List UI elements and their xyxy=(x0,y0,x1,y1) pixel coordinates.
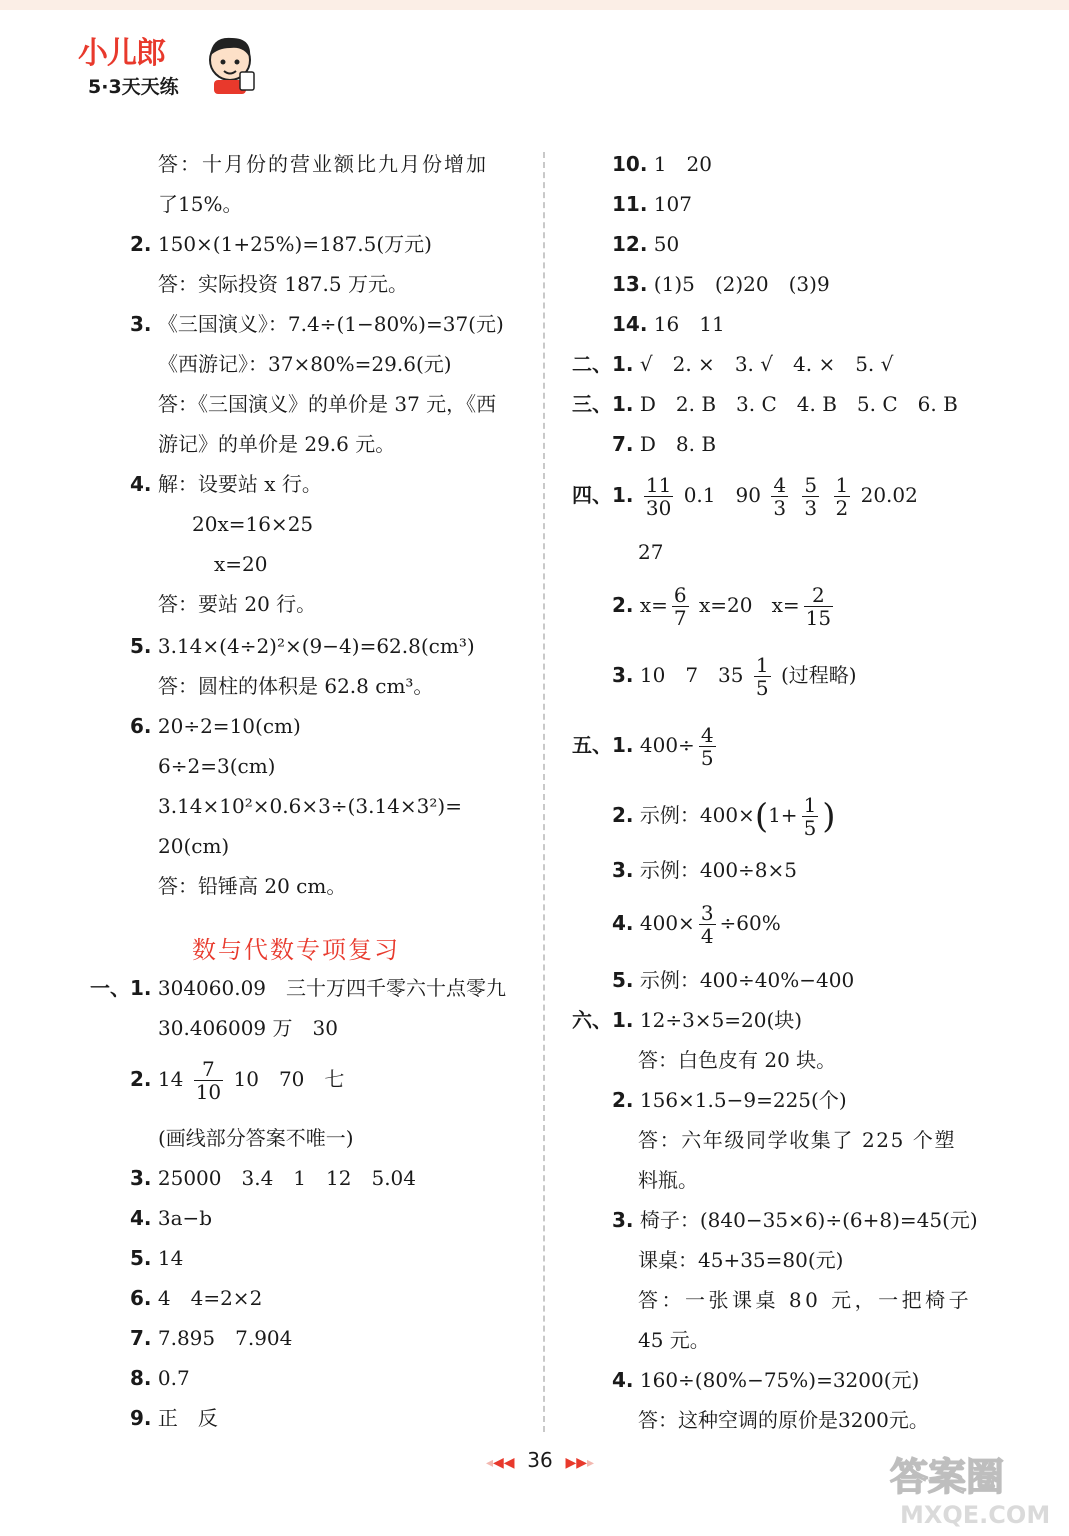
item-text: 《三国演义》：7.4÷(1−80%)=37(元) xyxy=(157,312,504,336)
brand-subtitle: 5·3天天练 xyxy=(88,76,179,98)
fraction: $\frac{7}{10}$ xyxy=(195,1057,222,1104)
item-text: 25000 3.4 1 12 5.04 xyxy=(157,1166,417,1190)
answer-line: 答：实际投资 187.5 万元。 xyxy=(158,272,408,296)
answer-line: 6÷2=3(cm) xyxy=(158,754,276,778)
answer-item xyxy=(130,1364,190,1392)
page-number: 36 xyxy=(527,1448,553,1472)
answer-item xyxy=(130,1164,416,1192)
answer-item xyxy=(572,724,720,769)
answer-item xyxy=(612,584,837,629)
item-text: 7.895 7.904 xyxy=(157,1326,293,1350)
answer-item xyxy=(612,1086,847,1114)
item-text: 10 7 35 xyxy=(639,663,744,687)
answer-line: 答：一张课桌 80 元，一把椅子 xyxy=(638,1288,973,1312)
fraction: $\frac{2}{15}$ xyxy=(805,583,832,630)
item-text: 0.7 xyxy=(157,1366,190,1390)
answer-line: 答：六年级同学收集了 225 个塑 xyxy=(638,1128,957,1152)
answer-item xyxy=(612,190,692,218)
fraction: $\frac{4}{3}$ xyxy=(773,473,787,520)
item-number: 5. xyxy=(130,1246,152,1270)
fraction: $\frac{1}{5}$ xyxy=(803,793,817,840)
item-number: 3. xyxy=(130,312,152,336)
prev-dot-icon: ◂ xyxy=(485,1455,493,1471)
fraction: $\frac{3}{4}$ xyxy=(700,901,714,948)
answer-item xyxy=(572,390,958,418)
item-number: 4. xyxy=(612,1368,634,1392)
answer-item xyxy=(130,1204,212,1232)
page-number-nav xyxy=(460,1448,620,1472)
item-number: 12. xyxy=(612,232,648,256)
answer-item xyxy=(612,1366,919,1394)
answer-item xyxy=(572,474,918,519)
item-text: 50 xyxy=(653,232,680,256)
answer-item xyxy=(130,310,504,338)
item-text: 16 11 xyxy=(653,312,725,336)
item-text: 3.14×(4÷2)²×(9−4)=62.8(cm³) xyxy=(157,634,475,658)
item-text: 156×1.5−9=225(个) xyxy=(639,1088,847,1112)
watermark-text: 答案圈 xyxy=(890,1455,1005,1499)
answer-item xyxy=(130,1324,292,1352)
item-number: 六、1. xyxy=(572,1008,634,1032)
item-text: 14 xyxy=(157,1246,184,1270)
answer-line: 了15%。 xyxy=(158,192,243,216)
item-text: √ 2. × 3. √ 4. × 5. √ xyxy=(639,352,894,376)
item-text: 4 4=2×2 xyxy=(157,1286,263,1310)
answer-line: 答：白色皮有 20 块。 xyxy=(638,1048,837,1072)
item-number: 3. xyxy=(612,663,634,687)
item-number: 2. xyxy=(612,593,634,617)
answer-item xyxy=(612,856,797,884)
item-text: 示例：400× xyxy=(639,803,755,827)
watermark-logo xyxy=(880,1445,1060,1530)
item-text: 示例：400÷40%−400 xyxy=(639,968,855,992)
item-number: 2. xyxy=(612,1088,634,1112)
item-text: x= xyxy=(639,593,668,617)
item-number: 五、1. xyxy=(572,733,634,757)
item-number: 13. xyxy=(612,272,648,296)
answer-item xyxy=(572,1006,802,1034)
answer-item xyxy=(130,632,475,660)
answer-item xyxy=(612,230,679,258)
item-text: 正 反 xyxy=(157,1406,218,1430)
item-text: 400× xyxy=(639,911,695,935)
item-text: 解：设要站 x 行。 xyxy=(157,472,322,496)
column-divider xyxy=(543,152,545,1432)
answer-line: 《西游记》：37×80%=29.6(元) xyxy=(158,352,452,376)
answer-line: 20x=16×25 xyxy=(192,512,314,536)
answer-line: 游记》的单价是 29.6 元。 xyxy=(158,432,396,456)
item-number: 11. xyxy=(612,192,648,216)
top-band xyxy=(0,0,1069,10)
next-dot-icon: ▸ xyxy=(586,1455,595,1471)
item-text: 107 xyxy=(653,192,692,216)
cartoon-boy-icon xyxy=(200,32,260,96)
answer-item xyxy=(612,654,857,699)
item-number: 10. xyxy=(612,152,648,176)
fraction: $\frac{5}{3}$ xyxy=(804,473,818,520)
item-text: 3a−b xyxy=(157,1206,213,1230)
item-text: 150×(1+25%)=187.5(万元) xyxy=(157,232,432,256)
item-text: ÷60% xyxy=(719,911,781,935)
answer-line: (画线部分答案不唯一) xyxy=(158,1126,354,1150)
item-text: 20.02 xyxy=(860,483,918,507)
answer-line: 答：要站 20 行。 xyxy=(158,592,317,616)
prev-arrow-icon: ◀◀ xyxy=(493,1455,515,1471)
item-text: 0.1 90 xyxy=(683,483,761,507)
item-number: 6. xyxy=(130,714,152,738)
item-text: D 2. B 3. C 4. B 5. C 6. B xyxy=(639,392,958,416)
brand-title: 小儿郎 xyxy=(78,36,165,71)
answer-line: 45 元。 xyxy=(638,1328,710,1352)
item-number: 2. xyxy=(130,232,152,256)
item-number: 4. xyxy=(612,911,634,935)
item-number: 4. xyxy=(130,1206,152,1230)
answer-line: 20(cm) xyxy=(158,834,230,858)
item-number: 14. xyxy=(612,312,648,336)
answer-item xyxy=(130,1244,183,1272)
answer-item xyxy=(572,350,893,378)
item-text: 1 20 xyxy=(653,152,712,176)
answer-line: 答：十月份的营业额比九月份增加 xyxy=(158,152,488,176)
item-text: 400÷ xyxy=(639,733,695,757)
answer-item xyxy=(612,430,716,458)
answer-line: 料瓶。 xyxy=(638,1168,698,1192)
answer-item xyxy=(130,1404,218,1432)
answer-item xyxy=(90,974,506,1002)
right-paren: ) xyxy=(822,796,836,837)
item-number: 2. xyxy=(130,1067,152,1091)
section-title: 数与代数专项复习 xyxy=(192,936,400,964)
item-number: 5. xyxy=(612,968,634,992)
item-text: x=20 xyxy=(699,593,753,617)
answer-item xyxy=(130,470,322,498)
answer-item xyxy=(612,966,854,994)
item-number: 四、1. xyxy=(572,483,634,507)
answer-item xyxy=(612,270,830,298)
answer-item xyxy=(612,794,836,839)
item-text: 12÷3×5=20(块) xyxy=(639,1008,803,1032)
brand-logo xyxy=(78,28,268,98)
item-text: 椅子：(840−35×6)÷(6+8)=45(元) xyxy=(639,1208,978,1232)
next-arrow-icon: ▶▶ xyxy=(565,1455,587,1471)
fraction: $\frac{1}{2}$ xyxy=(835,473,849,520)
item-text: 14 xyxy=(157,1067,184,1091)
item-number: 3. xyxy=(130,1166,152,1190)
answer-item xyxy=(130,1058,344,1103)
item-text: (过程略) xyxy=(780,663,857,687)
item-text: (1)5 (2)20 (3)9 xyxy=(653,272,830,296)
answer-line: 27 xyxy=(638,540,664,564)
item-number: 二、1. xyxy=(572,352,634,376)
left-paren: ( xyxy=(754,796,769,837)
watermark-url: MXQE.COM xyxy=(900,1501,1051,1529)
item-number: 一、1. xyxy=(90,976,152,1000)
fraction: $\frac{11}{30}$ xyxy=(645,473,672,520)
answer-item xyxy=(612,902,781,947)
item-number: 9. xyxy=(130,1406,152,1430)
item-number: 8. xyxy=(130,1366,152,1390)
answer-line: 3.14×10²×0.6×3÷(3.14×3²)= xyxy=(158,794,462,818)
item-number: 7. xyxy=(612,432,634,456)
fraction: $\frac{4}{5}$ xyxy=(700,723,714,770)
answer-line: 课桌：45+35=80(元) xyxy=(638,1248,844,1272)
answer-line: 答：铅锤高 20 cm。 xyxy=(158,874,347,898)
item-number: 5. xyxy=(130,634,152,658)
answer-item xyxy=(612,310,725,338)
answer-item xyxy=(130,1284,262,1312)
item-text: D 8. B xyxy=(639,432,717,456)
answer-line: 答：这种空调的原价是3200元。 xyxy=(638,1408,929,1432)
answer-line: x=20 xyxy=(214,552,268,576)
item-text: 20÷2=10(cm) xyxy=(157,714,301,738)
item-text: 10 70 七 xyxy=(233,1067,345,1091)
answer-item xyxy=(130,712,301,740)
item-text: x= xyxy=(771,593,800,617)
item-text: 160÷(80%−75%)=3200(元) xyxy=(639,1368,920,1392)
fraction: $\frac{6}{7}$ xyxy=(673,583,687,630)
item-number: 3. xyxy=(612,1208,634,1232)
item-text: 304060.09 三十万四千零六十点零九 xyxy=(157,976,507,1000)
item-number: 2. xyxy=(612,803,634,827)
fraction: $\frac{1}{5}$ xyxy=(755,653,769,700)
answer-item xyxy=(612,1206,978,1234)
item-text: 示例：400÷8×5 xyxy=(639,858,798,882)
item-number: 6. xyxy=(130,1286,152,1310)
answer-line: 答：《三国演义》的单价是 37 元，《西 xyxy=(158,392,497,416)
answer-line: 30.406009 万 30 xyxy=(158,1016,338,1040)
answer-line: 答：圆柱的体积是 62.8 cm³。 xyxy=(158,674,434,698)
item-number: 4. xyxy=(130,472,152,496)
item-number: 三、1. xyxy=(572,392,634,416)
item-text: 1+ xyxy=(768,803,798,827)
item-number: 7. xyxy=(130,1326,152,1350)
item-number: 3. xyxy=(612,858,634,882)
answer-item xyxy=(130,230,432,258)
answer-item xyxy=(612,150,712,178)
